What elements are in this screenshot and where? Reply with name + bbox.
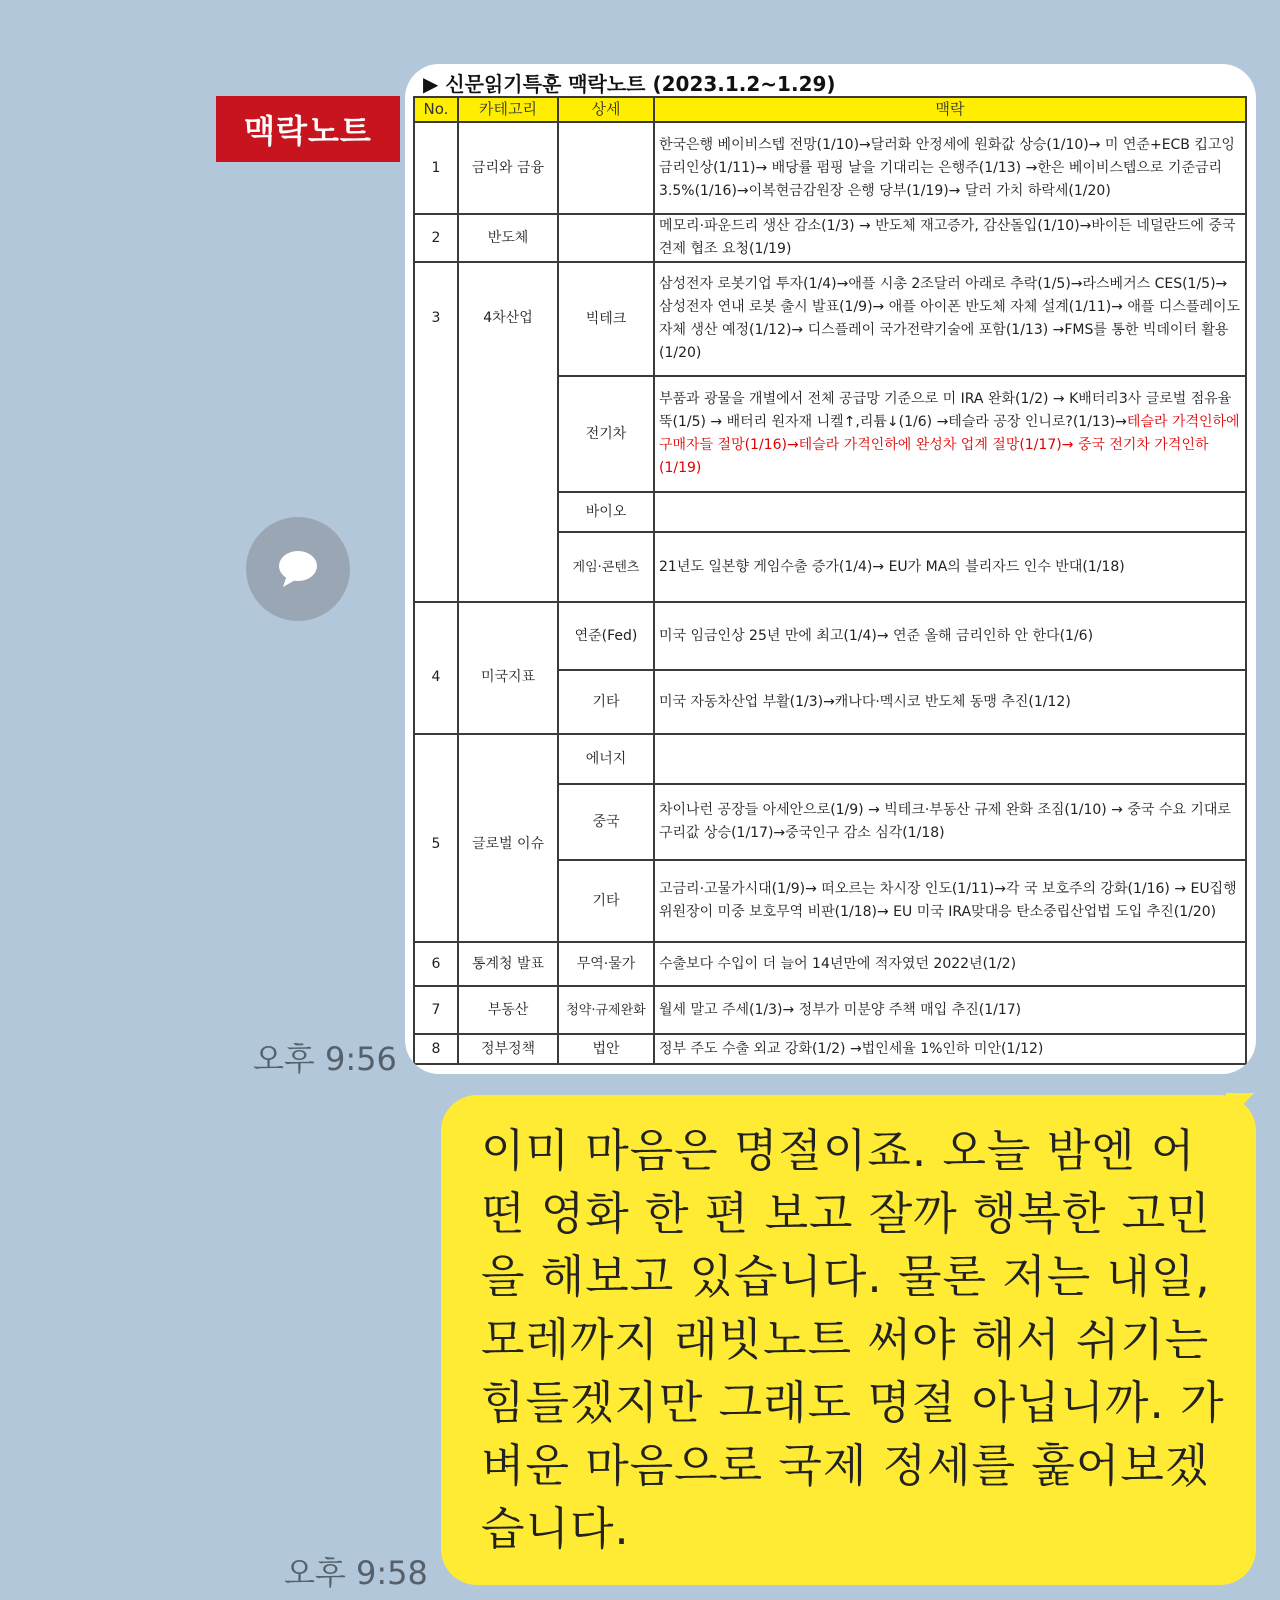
row-detail: 법안	[558, 1034, 654, 1064]
table-row	[414, 734, 1246, 784]
table-row	[414, 602, 1246, 670]
row-detail: 연준(Fed)	[558, 602, 654, 670]
table-row	[414, 214, 1246, 262]
row-no: 2	[414, 214, 458, 262]
table-row	[414, 262, 1246, 376]
row-detail: 기타	[558, 670, 654, 734]
row-category: 통계청 발표	[458, 942, 558, 986]
image-message[interactable]	[405, 64, 1256, 1074]
row-category: 정부정책	[458, 1034, 558, 1064]
table-row	[414, 942, 1246, 986]
row-no: 1	[414, 122, 458, 214]
message-timestamp: 오후 9:56	[253, 1040, 397, 1078]
row-detail: 중국	[558, 784, 654, 860]
context-note-table	[413, 96, 1247, 1065]
row-context: 정부 주도 수출 외교 강화(1/2) →법인세율 1%인하 미안(1/12)	[654, 1034, 1246, 1064]
row-context: 월세 말고 주세(1/3)→ 정부가 미분양 주책 매입 추진(1/17)	[654, 986, 1246, 1034]
row-detail: 빅테크	[558, 262, 654, 376]
message-timestamp: 오후 9:58	[284, 1554, 428, 1592]
table-row	[414, 1034, 1246, 1064]
row-context: 고금리·고물가시대(1/9)→ 떠오르는 차시장 인도(1/11)→각 국 보호주의 강화(1/16) → EU집행위원장이 미중 보호무역 비판(1/18)→ EU 미국 IRA맞대응 탄소중립산업법 도입 추진(1/20)	[654, 860, 1246, 942]
row-detail: 기타	[558, 860, 654, 942]
header-no: No.	[414, 97, 458, 122]
table-header	[414, 97, 1246, 122]
row-category: 글로벌 이슈	[458, 734, 558, 942]
header-detail: 상세	[558, 97, 654, 122]
row-context	[654, 376, 1246, 492]
table-row	[414, 986, 1246, 1034]
row-context: 수출보다 수입이 더 늘어 14년만에 적자였던 2022년(1/2)	[654, 942, 1246, 986]
row-category: 4차산업	[458, 262, 558, 602]
row-category: 금리와 금융	[458, 122, 558, 214]
header-context: 맥락	[654, 97, 1246, 122]
row-context	[654, 734, 1246, 784]
row-context	[654, 492, 1246, 532]
row-context: 미국 임금인상 25년 만에 최고(1/4)→ 연준 올해 금리인하 안 한다(1/6)	[654, 602, 1246, 670]
context-text: 부품과 광물을 개별에서 전체 공급망 기준으로 미 IRA 완화(1/2) → K배터리3사 글로벌 점유율 뚝(1/5) → 배터리 원자재 니켈↑,리튬↓(1/6) →테슬라 공장 인니로?(1/13)→	[659, 391, 1232, 430]
table-row	[414, 122, 1246, 214]
row-context: 미국 자동차산업 부활(1/3)→캐나다·멕시코 반도체 동맹 추진(1/12)	[654, 670, 1246, 734]
row-no: 4	[414, 602, 458, 734]
row-detail	[558, 214, 654, 262]
row-detail: 게임·콘텐츠	[558, 532, 654, 602]
row-context: 한국은행 베이비스텝 전망(1/10)→달러화 안정세에 원화값 상승(1/10)→ 미 연준+ECB 킵고잉 금리인상(1/11)→ 배당률 펌핑 날을 기대리는 은행주(1/13) →한은 베이비스텝으로 기준금리3.5%(1/16)→이복현금감원장 은행 당부(1/19)→ 달러 가치 하락세(1/20)	[654, 122, 1246, 214]
row-no: 7	[414, 986, 458, 1034]
row-category: 미국지표	[458, 602, 558, 734]
row-detail	[558, 122, 654, 214]
row-no: 5	[414, 734, 458, 942]
row-context: 삼성전자 로봇기업 투자(1/4)→애플 시총 2조달러 아래로 추락(1/5)→라스베거스 CES(1/5)→ 삼성전자 연내 로봇 출시 발표(1/9)→ 애플 아이폰 반도체 자체 설계(1/11)→ 애플 디스플레이도 자체 생산 예정(1/12)→ 디스플레이 국가전략기술에 포함(1/13) →FMS를 통한 빅데이터 활용(1/20)	[654, 262, 1246, 376]
row-context: 21년도 일본향 게임수출 증가(1/4)→ EU가 MA의 블리자드 인수 반대(1/18)	[654, 532, 1246, 602]
row-detail: 바이오	[558, 492, 654, 532]
row-no: 8	[414, 1034, 458, 1064]
row-detail: 전기차	[558, 376, 654, 492]
row-no: 6	[414, 942, 458, 986]
row-category: 부동산	[458, 986, 558, 1034]
row-context: 차이나런 공장들 아세안으로(1/9) → 빅테크·부동산 규제 완화 조짐(1/10) → 중국 수요 기대로 구리값 상승(1/17)→중국인구 감소 심각(1/18)	[654, 784, 1246, 860]
row-context: 메모리·파운드리 생산 감소(1/3) → 반도체 재고증가, 감산돌입(1/10)→바이든 네덜란드에 중국견제 협조 요청(1/19)	[654, 214, 1246, 262]
chat-bubble-icon[interactable]	[246, 517, 350, 621]
row-category: 반도체	[458, 214, 558, 262]
row-detail: 청약·규제완화	[558, 986, 654, 1034]
row-detail: 무역·물가	[558, 942, 654, 986]
image-title: ▶ 신문읽기특훈 맥락노트 (2023.1.2~1.29)	[423, 72, 836, 96]
row-detail: 에너지	[558, 734, 654, 784]
context-text-highlight: 테슬라 가격인하에 구매자들 절망(1/16)→테슬라 가격인하에 완성차 업계 절망(1/17)→ 중국 전기차 가격인하(1/19)	[659, 414, 1240, 476]
context-note-label: 맥락노트	[216, 96, 400, 162]
header-category: 카테고리	[458, 97, 558, 122]
row-no: 3	[414, 262, 458, 602]
chat-message-bubble[interactable]: 이미 마음은 명절이죠. 오늘 밤엔 어떤 영화 한 편 보고 잘까 행복한 고민을 해보고 있습니다. 물론 저는 내일, 모레까지 래빗노트 써야 해서 쉬기는 힘들겠지만 그래도 명절 아닙니까. 가벼운 마음으로 국제 정세를 훑어보겠습니다.	[441, 1095, 1256, 1585]
